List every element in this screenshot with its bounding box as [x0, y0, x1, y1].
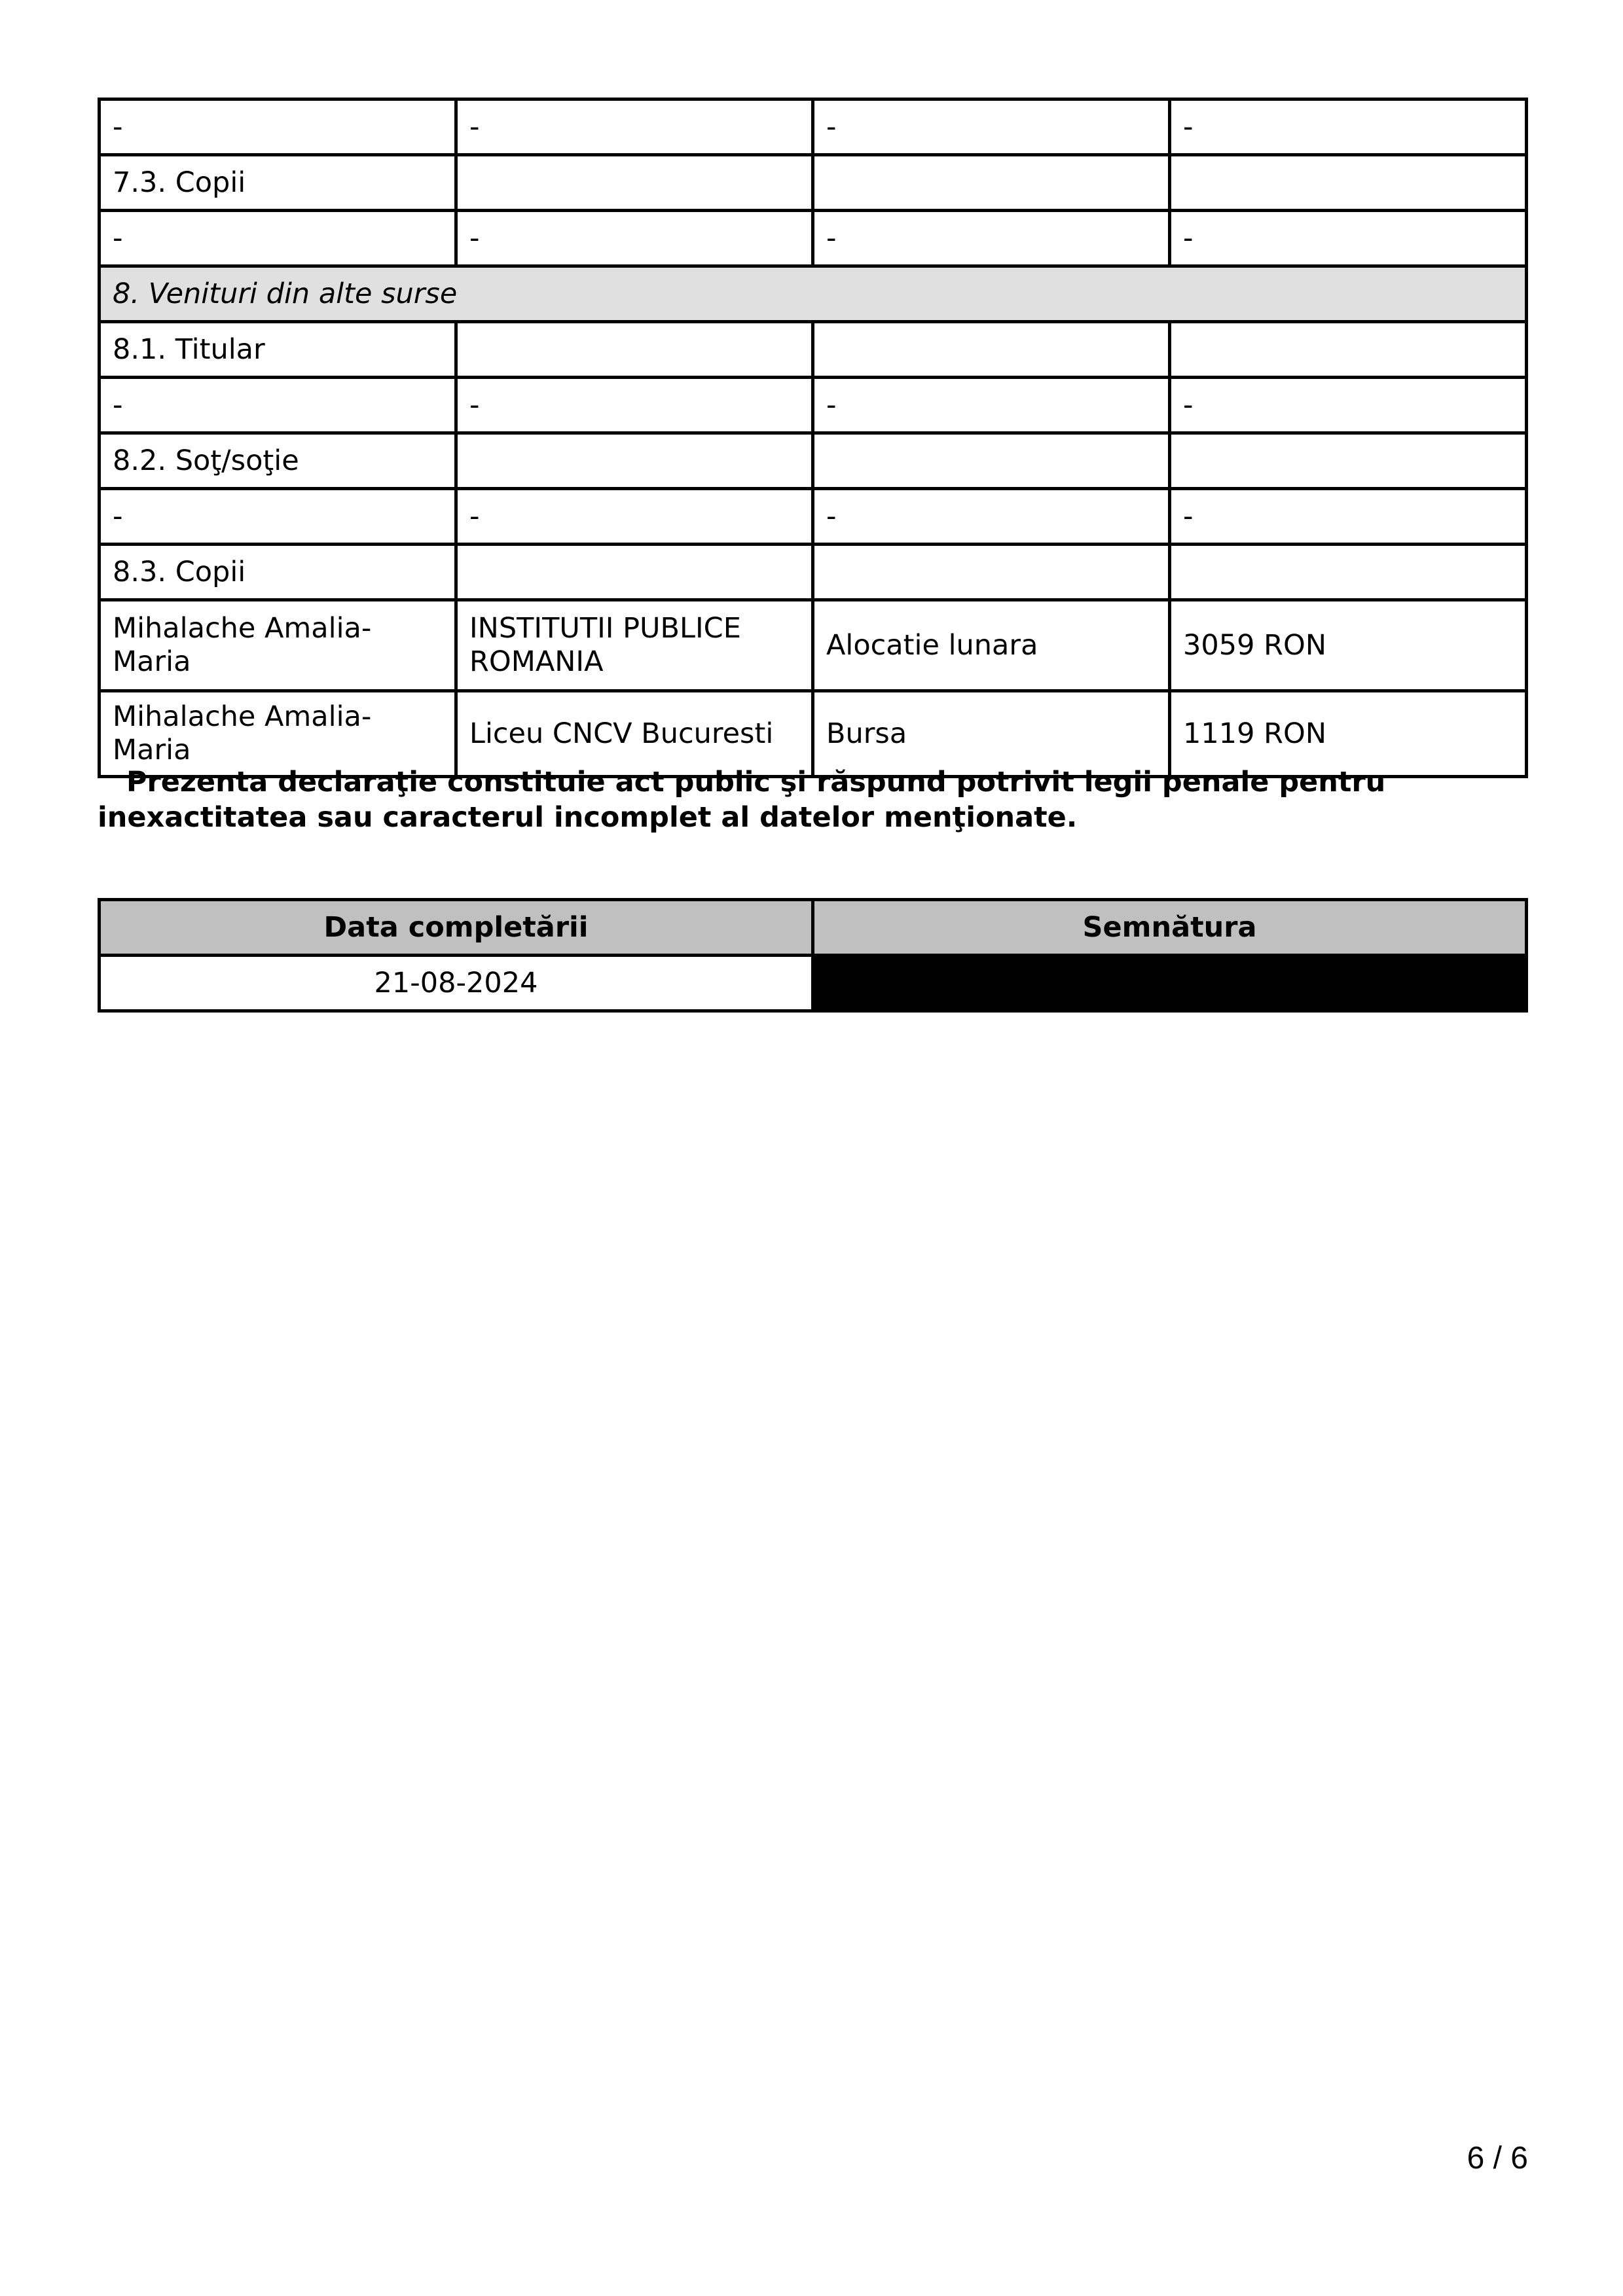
section-row	[100, 266, 1527, 322]
beneficiary-cell: Mihalache Amalia-Maria	[100, 600, 456, 691]
table-row	[100, 155, 1527, 211]
table-cell	[1170, 322, 1527, 378]
income-table	[98, 98, 1528, 778]
table-cell	[813, 545, 1170, 600]
date-header: Data completării	[100, 900, 813, 956]
completion-date: 21-08-2024	[100, 956, 813, 1011]
table-cell: -	[1170, 99, 1527, 155]
page-number: 6 / 6	[1467, 2141, 1528, 2176]
income-type-cell: Bursa	[813, 691, 1170, 777]
signature-header-row	[100, 900, 1527, 956]
table-cell: -	[456, 489, 813, 545]
subsection-label: 8.1. Titular	[100, 322, 456, 378]
table-cell: -	[813, 211, 1170, 266]
declaration-statement: Prezenta declaraţie constituie act public şi răspund potrivit legii penale pentru inexactitatea sau caracterul incomplet al datelor menţionate.	[98, 766, 1386, 834]
table-cell: -	[100, 99, 456, 155]
source-cell: Liceu CNCV Bucuresti	[456, 691, 813, 777]
table-cell	[813, 322, 1170, 378]
table-cell: -	[1170, 489, 1527, 545]
section-title: 8. Venituri din alte surse	[100, 266, 1527, 322]
table-cell	[813, 155, 1170, 211]
table-row	[100, 691, 1527, 777]
table-row	[100, 600, 1527, 691]
table-cell	[456, 155, 813, 211]
subsection-label: 7.3. Copii	[100, 155, 456, 211]
table-row	[100, 378, 1527, 433]
table-cell: -	[100, 378, 456, 433]
table-cell: -	[813, 378, 1170, 433]
table-cell: -	[813, 99, 1170, 155]
beneficiary-cell: Mihalache Amalia-Maria	[100, 691, 456, 777]
signature-header: Semnătura	[813, 900, 1527, 956]
table-cell	[456, 433, 813, 489]
table-row	[100, 99, 1527, 155]
table-cell	[1170, 433, 1527, 489]
table-row	[100, 489, 1527, 545]
table-cell	[1170, 545, 1527, 600]
signature-value-row	[100, 956, 1527, 1011]
table-cell: -	[813, 489, 1170, 545]
table-cell: -	[1170, 211, 1527, 266]
amount-cell: 1119 RON	[1170, 691, 1527, 777]
table-row	[100, 322, 1527, 378]
subsection-label: 8.3. Copii	[100, 545, 456, 600]
table-row	[100, 211, 1527, 266]
table-row	[100, 545, 1527, 600]
table-cell	[813, 433, 1170, 489]
table-cell: -	[100, 211, 456, 266]
amount-cell: 3059 RON	[1170, 600, 1527, 691]
subsection-label: 8.2. Soţ/soţie	[100, 433, 456, 489]
table-cell: -	[100, 489, 456, 545]
income-type-cell: Alocatie lunara	[813, 600, 1170, 691]
table-cell	[456, 545, 813, 600]
signature-redacted	[813, 956, 1527, 1011]
table-cell: -	[456, 378, 813, 433]
table-cell: -	[456, 99, 813, 155]
table-cell	[456, 322, 813, 378]
table-cell: -	[456, 211, 813, 266]
table-cell	[1170, 155, 1527, 211]
table-row	[100, 433, 1527, 489]
signature-table	[98, 898, 1528, 1013]
source-cell: INSTITUTII PUBLICE ROMANIA	[456, 600, 813, 691]
table-cell: -	[1170, 378, 1527, 433]
